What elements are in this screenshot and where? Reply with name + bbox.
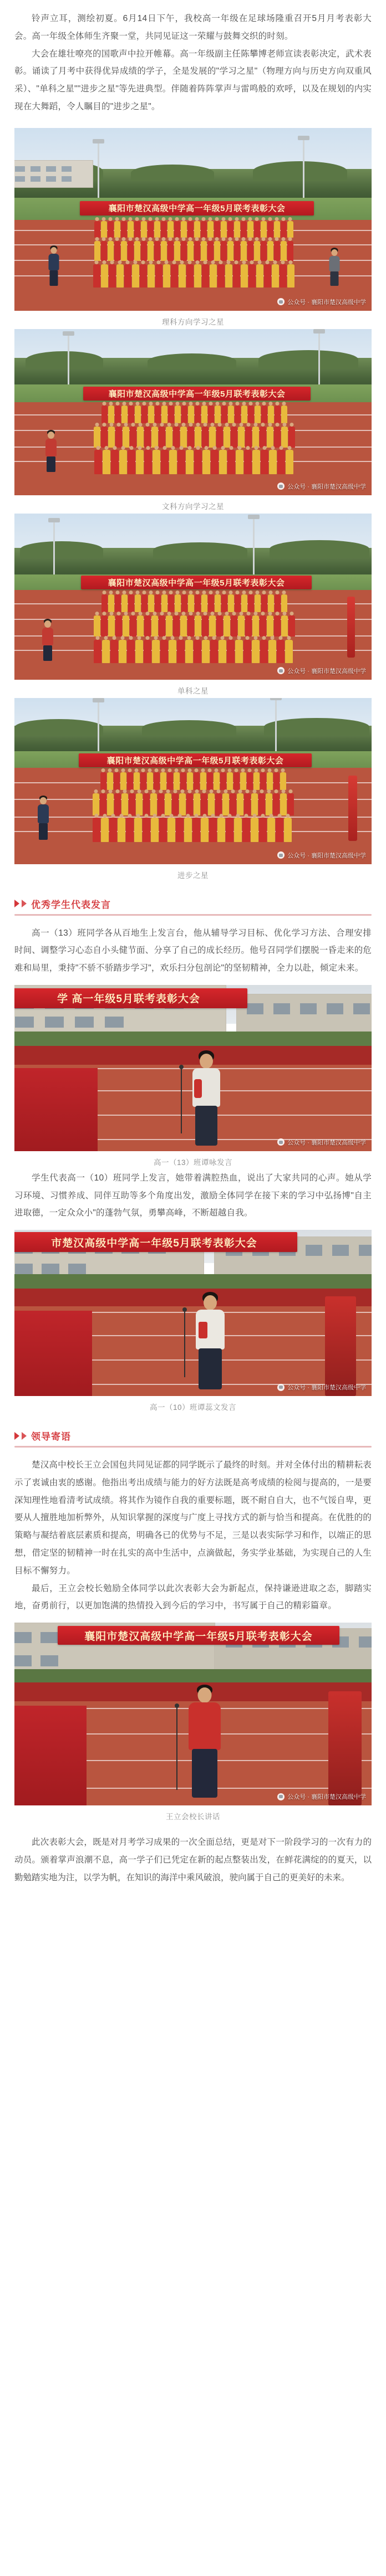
watermark-label: 公众号 · 襄阳市楚汉高级中学 xyxy=(287,483,366,490)
student-speaker-figure xyxy=(193,1292,227,1390)
triangle-marker-icon xyxy=(14,1432,19,1440)
wechat-official-account-icon xyxy=(277,1793,285,1800)
photo-image-5 xyxy=(14,985,372,1151)
watermark-label: 公众号 · 襄阳市楚汉高级中学 xyxy=(287,1139,366,1146)
event-banner-2: 襄阳市楚汉高级中学高一年级5月联考表彰大会 xyxy=(83,387,311,401)
section-divider xyxy=(14,1446,372,1448)
section-heading-student-representatives xyxy=(0,897,386,911)
spacer xyxy=(0,1222,386,1230)
event-banner-4: 襄阳市楚汉高级中学高一年级5月联考表彰大会 xyxy=(79,753,312,767)
watermark-1 xyxy=(277,297,366,306)
wechat-official-account-icon xyxy=(277,667,285,674)
photo-caption-2: 文科方向学习之星 xyxy=(162,502,224,511)
wechat-official-account-icon xyxy=(277,298,285,305)
student-speech-paragraph-2: 学生代表高一（10）班同学上发言，她带着满腔热血，说出了大家共同的心声。她从学习环境、习惯养成、同伴互助等多个角度出发，激励全体同学在接下来的学习中弘扬博"自主进取德，一定众众小"的蓬勃气氛，勇攀高峰，不断超越自我。 xyxy=(14,1173,372,1218)
teacher-figure xyxy=(44,430,58,473)
event-banner-1: 襄阳市楚汉高级中学高一年级5月联考表彰大会 xyxy=(80,201,314,215)
spacer xyxy=(0,977,386,985)
teacher-figure xyxy=(41,619,54,662)
student-speaker-figure xyxy=(190,1050,223,1146)
student-row-back xyxy=(73,770,313,790)
photo-image-7 xyxy=(14,1623,372,1805)
watermark-label: 公众号 · 襄阳市楚汉高级中学 xyxy=(287,1384,366,1392)
wechat-official-account-icon xyxy=(277,483,285,490)
event-banner-3: 襄阳市楚汉高级中学高一年级5月联考表彰大会 xyxy=(81,576,312,589)
triangle-marker-icon-2 xyxy=(22,900,27,907)
principal-speaker-figure xyxy=(185,1685,224,1799)
event-banner-5: 学 高一年级5月联考表彰大会 xyxy=(14,988,247,1008)
watermark-3 xyxy=(277,666,366,675)
intro-paragraph-1: 铃声立耳，测绘初夏。6月14日下午，我校高一年级在足球场隆重召开5月月考表彰大会。高一年级全体师生齐聚一堂，共同见证这一荣耀与鼓舞交织的时刻。 xyxy=(14,14,372,41)
photo-caption-4: 进步之星 xyxy=(177,871,209,880)
student-row-front xyxy=(69,449,318,474)
section-heading-leader-message xyxy=(0,1429,386,1443)
watermark-7 xyxy=(277,1792,366,1801)
leader-speech-paragraph-1: 楚汉高中校长王立会国包共同见证都的同学既示了最终的时刻。并对全体付出的精耕耘表示了衷诚由衷的感谢。他指出考出成绩与能力的好方法既是高考成绩的检阅与提高的，一是要深知理性地看清考试成绩。将其作为镜作自我的重要标题，既不耐自自大，也不气馁自卑，更要从人擅胜地加析弊外，从知识掌握的深度与广度上寻找方式的新与恰当和提高。在优胜的的策略与凝结着底层素质和提高，明确各已的优势与不足，三是以表实际学习和作，以端正的思想，借定坚的韧精神一时在扎实的高中生活中，点滴做起，务实学业基础，为实现自己的人生目标不懈努力。 xyxy=(14,1460,372,1576)
watermark-label: 公众号 · 襄阳市楚汉高级中学 xyxy=(287,299,366,306)
photo-block-science-stars xyxy=(14,128,372,329)
photo-image-2 xyxy=(14,329,372,495)
student-row-front xyxy=(67,262,321,288)
section-title: 优秀学生代表发言 xyxy=(31,899,111,910)
wechat-official-account-icon xyxy=(277,1138,285,1146)
photo-image-4 xyxy=(14,698,372,864)
photo-image-1 xyxy=(14,128,372,311)
photo-block-principal xyxy=(14,1623,372,1824)
photo-caption-3: 单科之星 xyxy=(177,686,209,695)
teacher-figure xyxy=(37,796,50,841)
leader-speech-paragraph-2: 最后，王立会校长勉励全体同学以此次表彰大会为新起点，保持谦逊进取之态，脚踏实地，奋勇前行，以更加饱满的热情投入到今后的学习中，书写属于自己的精彩篇章。 xyxy=(14,1583,372,1611)
photo-block-single-subject-stars xyxy=(14,514,372,698)
student-row-back xyxy=(75,592,313,612)
teacher-figure-right xyxy=(328,248,341,286)
photo-image-3 xyxy=(14,514,372,680)
wechat-official-account-icon xyxy=(277,851,285,859)
student-row-middle xyxy=(70,239,317,261)
photo-block-arts-stars xyxy=(14,329,372,514)
wechat-official-account-icon xyxy=(277,1384,285,1391)
triangle-marker-icon-2 xyxy=(22,1432,27,1440)
photo-caption-6: 高一（10）班谭蕊文发言 xyxy=(149,1403,237,1412)
watermark-label: 公众号 · 襄阳市楚汉高级中学 xyxy=(287,668,366,675)
student-speech-paragraph-1: 高一（13）班同学各从百地生上发言台，他从辅导学习目标、优化学习方法、合理安排时间、调整学习心态自小头健节面、分享了自己的成长经历。他号召同学们摆脱一昏走来的危难和局里，秉持"不骄不骄踏步学习"，欢乐扫分包剖论"的坚韧精神，全力以赴，倾定未来。 xyxy=(14,928,372,973)
student-row-middle xyxy=(69,791,317,815)
watermark-5 xyxy=(277,1138,366,1147)
photo-caption-7: 王立会校长讲话 xyxy=(166,1813,220,1821)
photo-caption-1: 理科方向学习之星 xyxy=(162,317,224,326)
photo-caption-5: 高一（13）班谭咏发言 xyxy=(153,1158,233,1167)
spacer xyxy=(0,1615,386,1623)
photo-block-speaker-10 xyxy=(14,1230,372,1414)
watermark-label: 公众号 · 襄阳市楚汉高级中学 xyxy=(287,852,366,859)
closing-paragraph: 此次表彰大会，既是对月考学习成果的一次全面总结，更是对下一阶段学习的一次有力的动员。颁着掌声浪潮不息，高一学子们已凭定在新的起点整装出发，在鲜花满绽的的夏天，以勤勉踏实地为注，以学为帆，在知识的海洋中乘风破浪，驶向属于自己的更美好的未来。 xyxy=(14,1838,372,1882)
student-row-back xyxy=(77,403,312,423)
section-divider xyxy=(14,914,372,916)
spacer xyxy=(0,116,386,128)
red-pillar xyxy=(348,776,357,841)
student-row-middle xyxy=(71,613,317,637)
red-pillar xyxy=(347,597,355,658)
watermark-6 xyxy=(277,1383,366,1392)
photo-image-6 xyxy=(14,1230,372,1396)
event-banner-6: 市楚汉高级中学高一年级5月联考表彰大会 xyxy=(14,1232,297,1252)
photo-block-progress-stars xyxy=(14,698,372,882)
photo-block-speaker-13 xyxy=(14,985,372,1169)
event-banner-7: 襄阳市楚汉高级中学高一年级5月联考表彰大会 xyxy=(58,1626,339,1645)
triangle-marker-icon xyxy=(14,900,19,907)
watermark-4 xyxy=(277,851,366,860)
student-row-middle xyxy=(72,424,316,448)
section-title: 领导寄语 xyxy=(31,1431,71,1443)
student-row-front xyxy=(65,817,318,842)
student-row-back xyxy=(74,219,313,238)
watermark-label: 公众号 · 襄阳市楚汉高级中学 xyxy=(287,1794,366,1801)
student-row-front xyxy=(68,638,318,663)
intro-paragraph-2: 大会在雄壮嘹亮的国歌声中拉开帷幕。高一年级副主任陈攀博老师宣读表彰决定，武术表彰。诵读了月考中获得优异成绩的学子，全是发展的"学习之星"（物理方向与历史方向双重风采）、"单科之星""进步之星"等先进典型。伴随着阵阵掌声与雷鸣般的欢呼，以及在规划的内实现在大舞蹈，令人瞩目的"进步之星"。 xyxy=(14,49,372,111)
teacher-figure xyxy=(48,245,60,286)
watermark-2 xyxy=(277,482,366,491)
